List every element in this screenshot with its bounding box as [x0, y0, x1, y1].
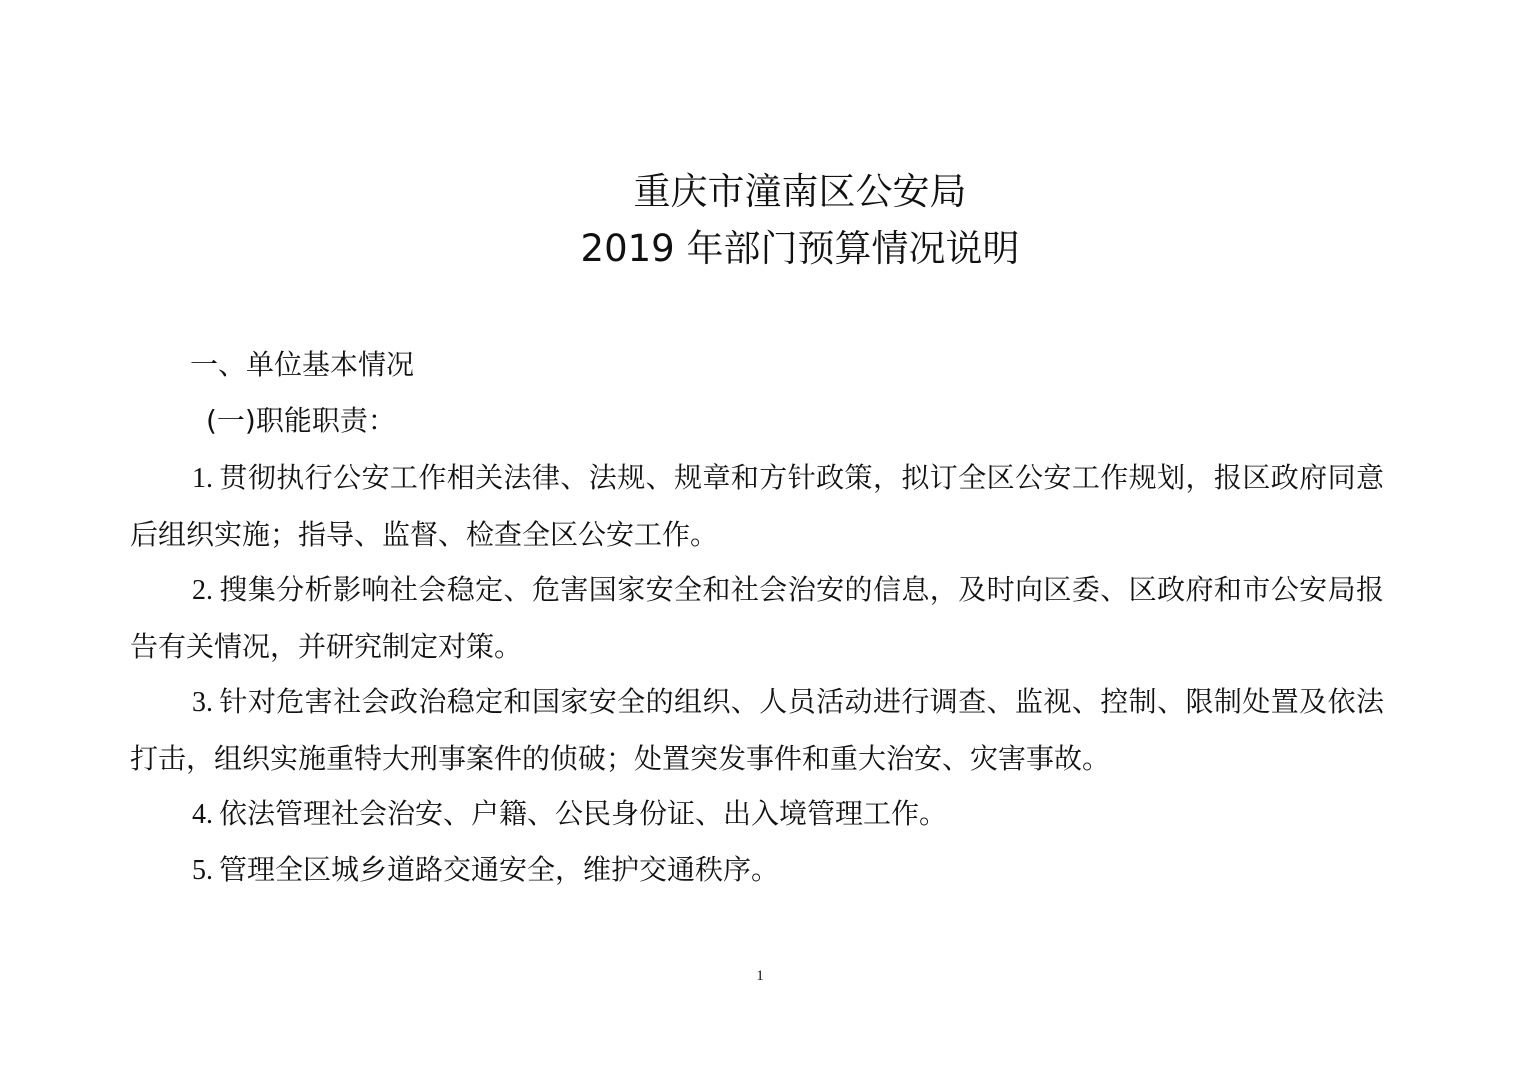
duty-item-text: 针对危害社会政治稳定和国家安全的组织、人员活动进行调查、监视、控制、限制处置及依法打击，组织实施重特大刑事案件的侦破；处置突发事件和重大治安、灾害事故。	[130, 685, 1384, 775]
duty-item-text: 依法管理社会治安、户籍、公民身份证、出入境管理工作。	[219, 797, 948, 830]
document-title-line2: 2019 年部门预算情况说明	[580, 227, 1020, 270]
duty-item-5	[130, 842, 1384, 899]
duty-item-text: 搜集分析影响社会稳定、危害国家安全和社会治安的信息，及时向区委、区政府和市公安局报告有关情况，并研究制定对策。	[130, 573, 1384, 663]
duty-item-4	[130, 786, 1384, 843]
section-heading: 一、单位基本情况	[190, 348, 415, 381]
page-number: 1	[756, 968, 764, 984]
document-title-line1: 重庆市潼南区公安局	[633, 170, 967, 213]
duty-item-number: 3.	[192, 687, 213, 718]
duty-item-2	[130, 562, 1384, 675]
duty-item-number: 4.	[192, 799, 213, 830]
duty-item-number: 1.	[192, 463, 213, 494]
duty-item-number: 2.	[192, 575, 213, 606]
duty-item-number: 5.	[192, 855, 213, 886]
duty-item-1	[130, 450, 1384, 563]
duty-item-text: 贯彻执行公安工作相关法律、法规、规章和方针政策，拟订全区公安工作规划，报区政府同意后组织实施；指导、监督、检查全区公安工作。	[130, 461, 1384, 551]
duty-item-3	[130, 674, 1384, 787]
subsection-heading: (一)职能职责：	[206, 404, 396, 437]
duty-item-text: 管理全区城乡道路交通安全，维护交通秩序。	[219, 853, 780, 886]
